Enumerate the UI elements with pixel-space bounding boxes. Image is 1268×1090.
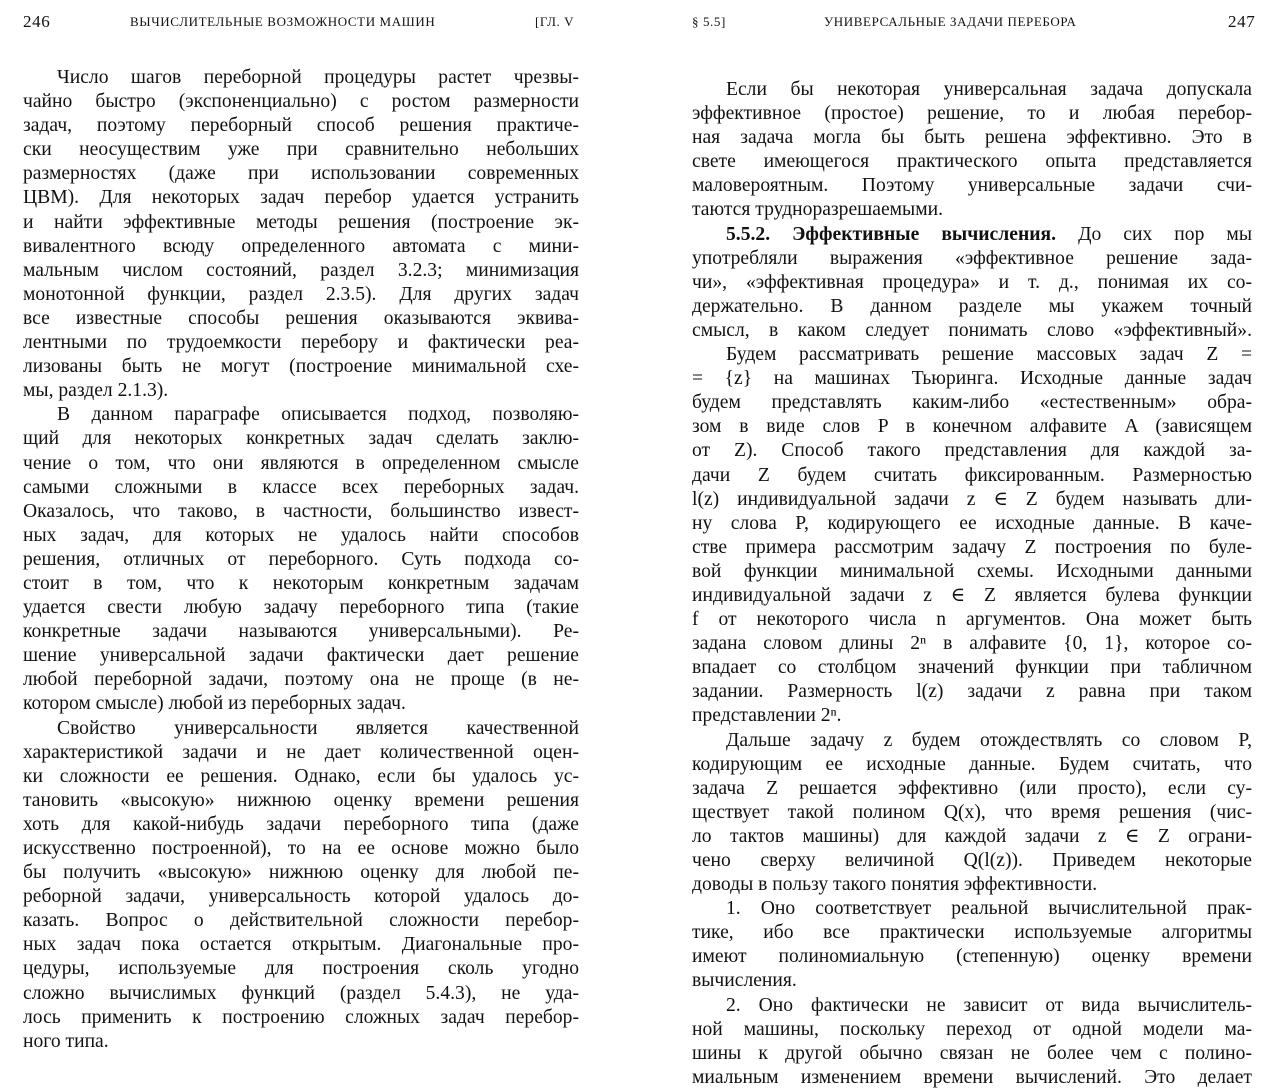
text-line: Дальше задачу z будем отождествлять со словом P, [726, 729, 1252, 751]
text-line: 5.5.2. Эффективные вычисления. До сих пор мы [726, 223, 1252, 245]
text-line: чи», «эффективная процедура» и т. д., понимая их со- [692, 271, 1252, 293]
text-line: вой функции минимальной схемы. Исходными данными [692, 560, 1252, 582]
text-line: казать. Вопрос о действительной сложности перебор- [23, 910, 579, 932]
text-line: ной машины, поскольку переход от одной модели ма- [692, 1018, 1252, 1040]
section-heading: 5.5.2. Эффективные вычисления. [726, 223, 1079, 245]
text-line: ная задача могла бы быть решена эффективно. Это в [692, 127, 1252, 149]
page-number: 247 [1228, 12, 1256, 31]
text-line: ло тактов машины) для каждой задачи z ∈ Z ограни- [692, 825, 1252, 847]
right-page-body [692, 78, 1252, 1090]
text-line: таются трудноразрешаемыми. [692, 199, 943, 221]
left-page-body [23, 66, 579, 1054]
text-line: ну слова P, кодирующего ее исходные данные. В каче- [692, 512, 1252, 534]
text-line: ществует такой полином Q(x), что время решения (чис- [692, 801, 1252, 823]
text-line: задании. Размерность l(z) задачи z равна при таком [692, 681, 1252, 703]
text-line: хоть для какой-нибудь задачи переборного типа (даже [23, 813, 579, 835]
text-line: задача Z решается эффективно (или просто), если су- [692, 777, 1252, 799]
text-line: от Z). Способ такого представления для каждой за- [692, 440, 1252, 462]
text-line: В данном параграфе описывается подход, позволяю- [57, 404, 579, 426]
text-line: чайно быстро (экспоненциально) с ростом размерности [23, 91, 579, 113]
text-line: Свойство универсальности является качественной [57, 717, 579, 739]
text-line: и найти эффективные методы решения (построение эк- [23, 211, 579, 233]
text-line: индивидуальной задачи z ∈ Z является булева функции [692, 584, 1252, 606]
text-line: лентными по трудоемкости перебору и фактически реа- [23, 332, 579, 354]
text-line: щий для некоторых конкретных задач сделать заклю- [23, 428, 579, 450]
text-line: вычисления. [692, 970, 797, 992]
text-line: характеристикой задачи и не дает количественной оцен- [23, 741, 579, 763]
text-line: f от некоторого числа n аргументов. Она может быть [692, 609, 1252, 631]
text-line: ных задач, для которых не удалось найти способов [23, 524, 579, 546]
text-line: употребляли выражения «эффективное решение зада- [692, 247, 1252, 269]
text-line: чено сверху величиной Q(l(z)). Приведем некоторые [692, 850, 1252, 871]
chapter-reference: [ГЛ. V [535, 14, 575, 29]
text-line: будем представлять каким-либо «естественным» обра- [692, 392, 1252, 414]
text-line: ного типа. [23, 1030, 109, 1052]
text-line: 2. Оно фактически не зависит от вида вычислитель- [726, 994, 1252, 1016]
right-page [634, 0, 1268, 1088]
text-line: лизованы быть не могут (построение минимальной схе- [23, 356, 579, 378]
text-line: ЦВМ). Для некоторых задач перебор удается устранить [23, 187, 579, 209]
text-line: решения, отличных от переборного. Суть подхода со- [23, 548, 579, 570]
text-line: Будем рассматривать решение массовых задач Z = [726, 344, 1252, 366]
text-line: монотонной функции, раздел 2.3.5). Для других задач [23, 283, 579, 305]
text-line: = {z} на машинах Тьюринга. Исходные данные задач [692, 368, 1252, 390]
text-line: l(z) индивидуальной задачи z ∈ Z будем называть дли- [692, 488, 1252, 510]
text-line: задач, поэтому переборный способ решения практиче- [23, 115, 579, 137]
text-line: кодирующим ее исходные данные. Будем считать, что [692, 753, 1252, 775]
text-line: доводы в пользу такого понятия эффективности. [692, 874, 1098, 896]
running-title: ВЫЧИСЛИТЕЛЬНЫЕ ВОЗМОЖНОСТИ МАШИН [130, 14, 436, 29]
text-line: смысл, в каком следует понимать слово «эффективный». [692, 319, 1252, 341]
page-number: 246 [23, 12, 51, 31]
text-line: ски неосуществим уже при сравнительно небольших [23, 139, 579, 161]
text-line: тике, ибо все практически используемые алгоритмы [692, 922, 1252, 944]
text-line: размерностях (даже при использовании современных [23, 163, 579, 185]
section-reference: § 5.5] [692, 14, 726, 29]
text-line: стве примера рассмотрим задачу Z построения по буле- [692, 536, 1252, 558]
text-line: мы, раздел 2.1.3). [23, 380, 169, 402]
text-line: все известные способы решения оказываются эквива- [23, 307, 579, 329]
text-line: ных задач пока остается открытым. Диагональные про- [23, 934, 579, 956]
text-line: 1. Оно соответствует реальной вычислительной прак- [726, 898, 1252, 920]
text-line: чение о том, что они являются в определенном смысле [23, 452, 579, 474]
text-line: стоит в том, что к некоторым конкретным задачам [23, 572, 579, 594]
text-line: имеют полиномиальную (степенную) оценку времени [692, 946, 1252, 968]
text-line: лось применить к построению сложных задач перебор- [23, 1006, 579, 1028]
text-line: мальным числом состояний, раздел 3.2.3; минимизация [23, 259, 579, 281]
text-line: миальным изменением времени вычислений. Это делает [692, 1066, 1252, 1088]
text-line: удается свести любую задачу переборного типа (такие [23, 597, 579, 619]
text-line: впадает со столбцом значений функции при табличном [692, 657, 1252, 679]
text-line: тановить «высокую» нижнюю оценку времени решения [23, 789, 579, 811]
text-line: цедуры, используемые для построения сколь угодно [23, 958, 579, 980]
text-line: Оказалось, что таково, в частности, большинство извест- [23, 500, 579, 522]
text-line: искусственно построенной), то на ее основе можно было [23, 838, 579, 859]
text-line: свете имеющегося практического опыта представляется [692, 151, 1252, 173]
text-line: вивалентного всюду определенного автомата с мини- [23, 235, 579, 257]
text-line: маловероятным. Поэтому универсальные задачи счи- [692, 175, 1252, 197]
left-page [0, 0, 634, 1052]
text-line: шение универсальной задачи фактически дает решение [23, 645, 579, 667]
text-line: Число шагов переборной процедуры растет чрезвы- [57, 67, 579, 88]
text-line: конкретные задачи называются универсальными). Ре- [23, 621, 579, 643]
text-line: котором смысле) любой из переборных задач. [23, 693, 406, 715]
text-line: сложно вычислимых функций (раздел 5.4.3), не уда- [23, 982, 579, 1004]
text-line: бы получить «высокую» нижнюю оценку для любой пе- [23, 862, 579, 884]
text-line: ки сложности ее решения. Однако, если бы удалось ус- [23, 765, 579, 787]
text-line: шины к другой обычно связан не более чем с полино- [692, 1042, 1252, 1064]
text-line: представлении 2ⁿ. [692, 705, 842, 727]
text-line: держательно. В данном разделе мы укажем точный [692, 295, 1252, 317]
text-line: любой переборной задачи, поэтому она не проще (в не- [23, 669, 579, 691]
text-line: задана словом длины 2ⁿ в алфавите {0, 1}, которое со- [692, 633, 1252, 655]
text-line: самыми сложными в классе всех переборных задач. [23, 476, 579, 498]
text-line: эффективное (простое) решение, то и любая перебор- [692, 103, 1252, 125]
running-title: УНИВЕРСАЛЬНЫЕ ЗАДАЧИ ПЕРЕБОРА [824, 14, 1077, 29]
text-line: дачи Z будем считать фиксированным. Размерностью [692, 464, 1252, 486]
text-line: реборной задачи, универсальность которой удалось до- [23, 886, 579, 908]
text-line: зом в виде слов P в конечном алфавите A (зависящем [692, 416, 1252, 438]
text-line: Если бы некоторая универсальная задача допускала [726, 79, 1252, 100]
